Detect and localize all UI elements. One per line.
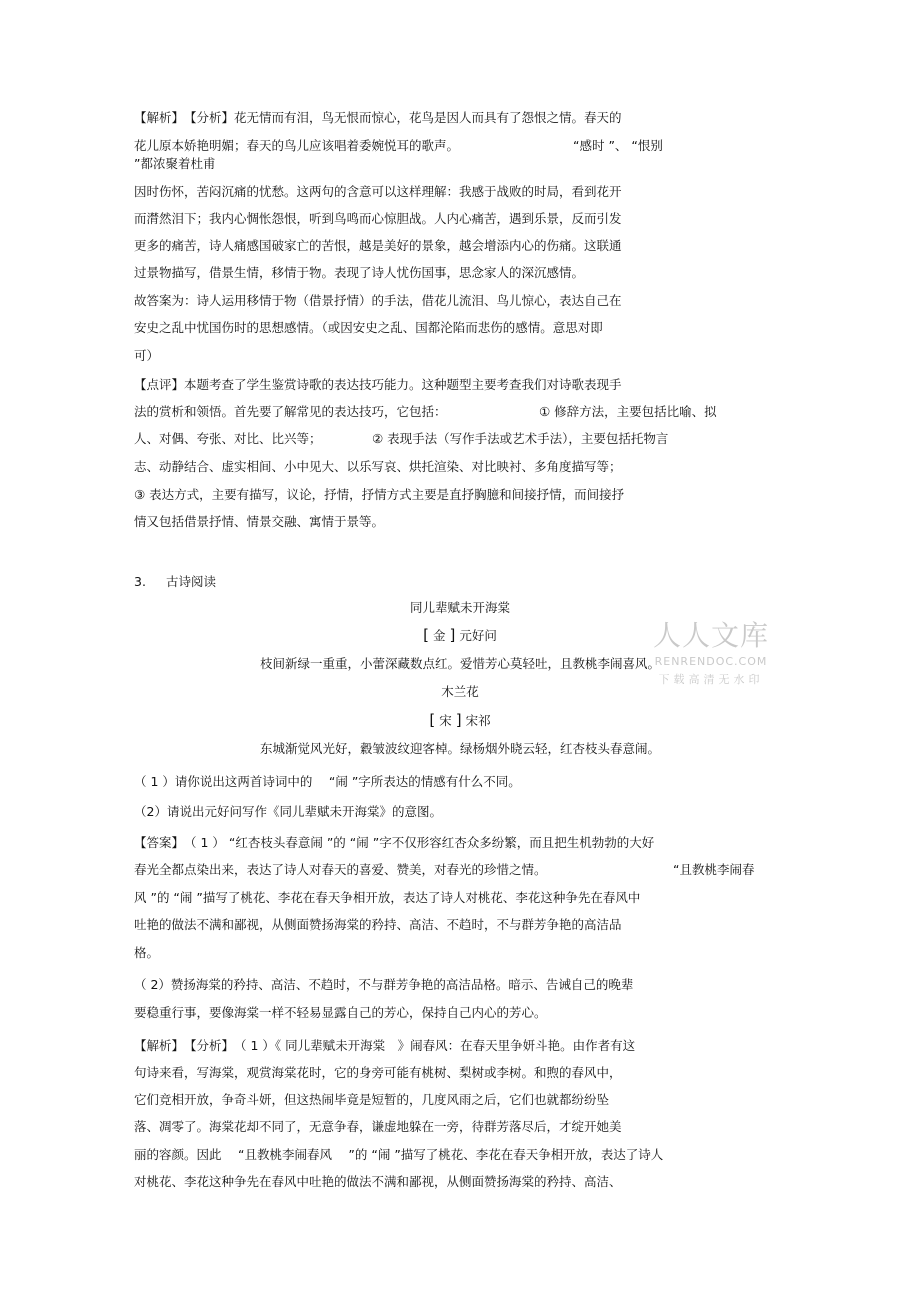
analysis-line: 可）: [134, 348, 160, 363]
bracket-open: [: [423, 626, 429, 644]
analysis-line: 句诗来看，写海棠，观赏海棠花时，它的身旁可能有桃树、梨树或李树。和煦的春风中，: [134, 1065, 622, 1080]
analysis-line: 【解析】 【分析】 （ 1 ）《 同儿辈赋未开海棠 》闹春风：在春天里争妍斗艳。由作者有这: [134, 1038, 636, 1053]
answer-line: 格。: [134, 945, 160, 960]
comment-line: 志、动静结合、虚实相间、小中见大、以乐写哀、烘托渲染、对比映衬、多角度描写等；: [134, 459, 622, 474]
analysis-line: 过景物描写，借景生情，移情于物。表现了诗人忧伤国事，思念家人的深沉感情。: [134, 265, 585, 280]
poem-title: 木兰花: [441, 684, 479, 699]
answer-line: 风 ”的 “闹 ”描写了桃花、李花在春天争相开放，表达了诗人对桃花、李花这种争先在春风中: [134, 890, 641, 905]
poem-text: 东城渐觉风光好，縠皱波纹迎客棹。绿杨烟外晓云轻，红杏枝头春意闹。: [259, 741, 660, 756]
analysis-line: ”都浓聚着杜甫: [134, 156, 216, 171]
bracket-open: [: [429, 711, 436, 729]
watermark-domain: RENRENDOC.COM: [654, 655, 768, 668]
watermark-slogan: 下载高清无水印: [658, 673, 764, 686]
comment-line: 【点评】本题考查了学生鉴赏诗歌的表达技巧能力。这种题型主要考查我们对诗歌表现手: [134, 377, 622, 392]
answer-line: “且教桃李闹春: [673, 862, 755, 877]
poem-byline: [0, 628, 920, 643]
poem-author: 元好问: [459, 628, 497, 643]
poem-author: 宋祁: [465, 713, 491, 728]
analysis-line: 【解析】 【分析】花无情而有泪，鸟无恨而惊心，花鸟是因人而具有了怨恨之情。春天的: [134, 110, 622, 125]
sub-question-1: （ 1 ）请你说出这两首诗词中的 “闹 ”字所表达的情感有什么不同。: [134, 774, 521, 789]
answer-line: （ 2）赞扬海棠的矜持、高洁、不趋时，不与群芳争艳的高洁品格。暗示、告诫自己的晚辈: [134, 977, 634, 992]
analysis-line: 而潸然泪下；我内心惆怅怨恨，听到鸟鸣而心惊胆战。人内心痛苦，遇到乐景，反而引发: [134, 211, 622, 226]
poem-dynasty: 宋: [439, 713, 452, 728]
watermark: [646, 619, 776, 687]
poem-title: 同儿辈赋未开海棠: [409, 600, 510, 615]
answer-line: 要稳重行事，要像海棠一样不轻易显露自己的芳心，保持自己内心的芳心。: [134, 1005, 547, 1020]
comment-line: 法的赏析和领悟。首先要了解常见的表达技巧，它包括：: [134, 404, 447, 419]
analysis-line: 它们竞相开放，争奇斗妍，但这热闹毕竟是短暂的，几度风雨之后，它们也就都纷纷坠: [134, 1092, 610, 1107]
comment-line: 情又包括借景抒情、情景交融、寓情于景等。: [134, 514, 385, 529]
watermark-logo: 人人文库: [652, 619, 769, 652]
comment-line: ② 表现手法（写作手法或艺术手法），主要包括托物言: [372, 431, 669, 446]
poem-dynasty: 金: [432, 628, 446, 643]
analysis-line: 因时伤怀，苦闷沉痛的忧愁。这两句的含意可以这样理解：我感于战败的时局，看到花开: [134, 184, 622, 199]
bracket-close: ]: [449, 626, 456, 644]
comment-line: ① 修辞方法，主要包括比喻、拟: [539, 404, 717, 419]
comment-line: 人、对偶、夸张、对比、比兴等；: [134, 431, 322, 446]
analysis-line: 落、凋零了。海棠花却不同了，无意争春，谦虚地躲在一旁，待群芳落尽后，才绽开她美: [134, 1119, 622, 1134]
analysis-line: 更多的痛苦，诗人痛感国破家亡的苦恨，越是美好的景象，越会增添内心的伤痛。这联通: [134, 238, 622, 253]
comment-line: ③ 表达方式，主要有描写，议论，抒情，抒情方式主要是直抒胸臆和间接抒情，而间接抒: [134, 487, 625, 502]
analysis-line: 对桃花、李花这种争先在春风中吐艳的做法不满和鄙视，从侧面赞扬海棠的矜持、高洁、: [134, 1174, 622, 1189]
answer-line: 【答案】 （ 1 ） “红杏枝头春意闹 ”的 “闹 ”字不仅形容红杏众多纷繁，而且把生机勃勃的大好: [134, 835, 655, 850]
analysis-line: 花儿原本娇艳明媚；春天的鸟儿应该唱着委婉悦耳的歌声。: [134, 138, 460, 153]
analysis-line: 安史之乱中忧国伤时的思想感情。（或因安史之乱、国都沦陷而悲伤的感情。意思对即: [134, 320, 603, 335]
analysis-line: 丽的容颜。因此 “且教桃李闹春风 ”的 “闹 ”描写了桃花、李花在春天争相开放，表达了诗人: [134, 1147, 664, 1162]
analysis-line: “感时 ”、 “恨别: [573, 138, 663, 153]
analysis-line: 故答案为：诗人运用移情于物（借景抒情）的手法，借花儿流泪、鸟儿惊心，表达自己在: [134, 293, 622, 308]
poem-text: 枝间新绿一重重，小蕾深藏数点红。爱惜芳心莫轻吐，且教桃李闹喜风。: [259, 656, 660, 671]
sub-question-2: （2）请说出元好问写作《同儿辈赋未开海棠》的意图。: [134, 804, 442, 819]
answer-line: 吐艳的做法不满和鄙视，从侧面赞扬海棠的矜持、高洁、不趋时，不与群芳争艳的高洁品: [134, 917, 622, 932]
answer-line: 春光全都点染出来，表达了诗人对春天的喜爱、赞美，对春光的珍惜之情。: [134, 862, 547, 877]
poem-byline: [0, 713, 920, 728]
bracket-close: ]: [455, 711, 462, 729]
question-title: 古诗阅读: [166, 574, 217, 589]
question-number: 3.: [134, 574, 146, 589]
